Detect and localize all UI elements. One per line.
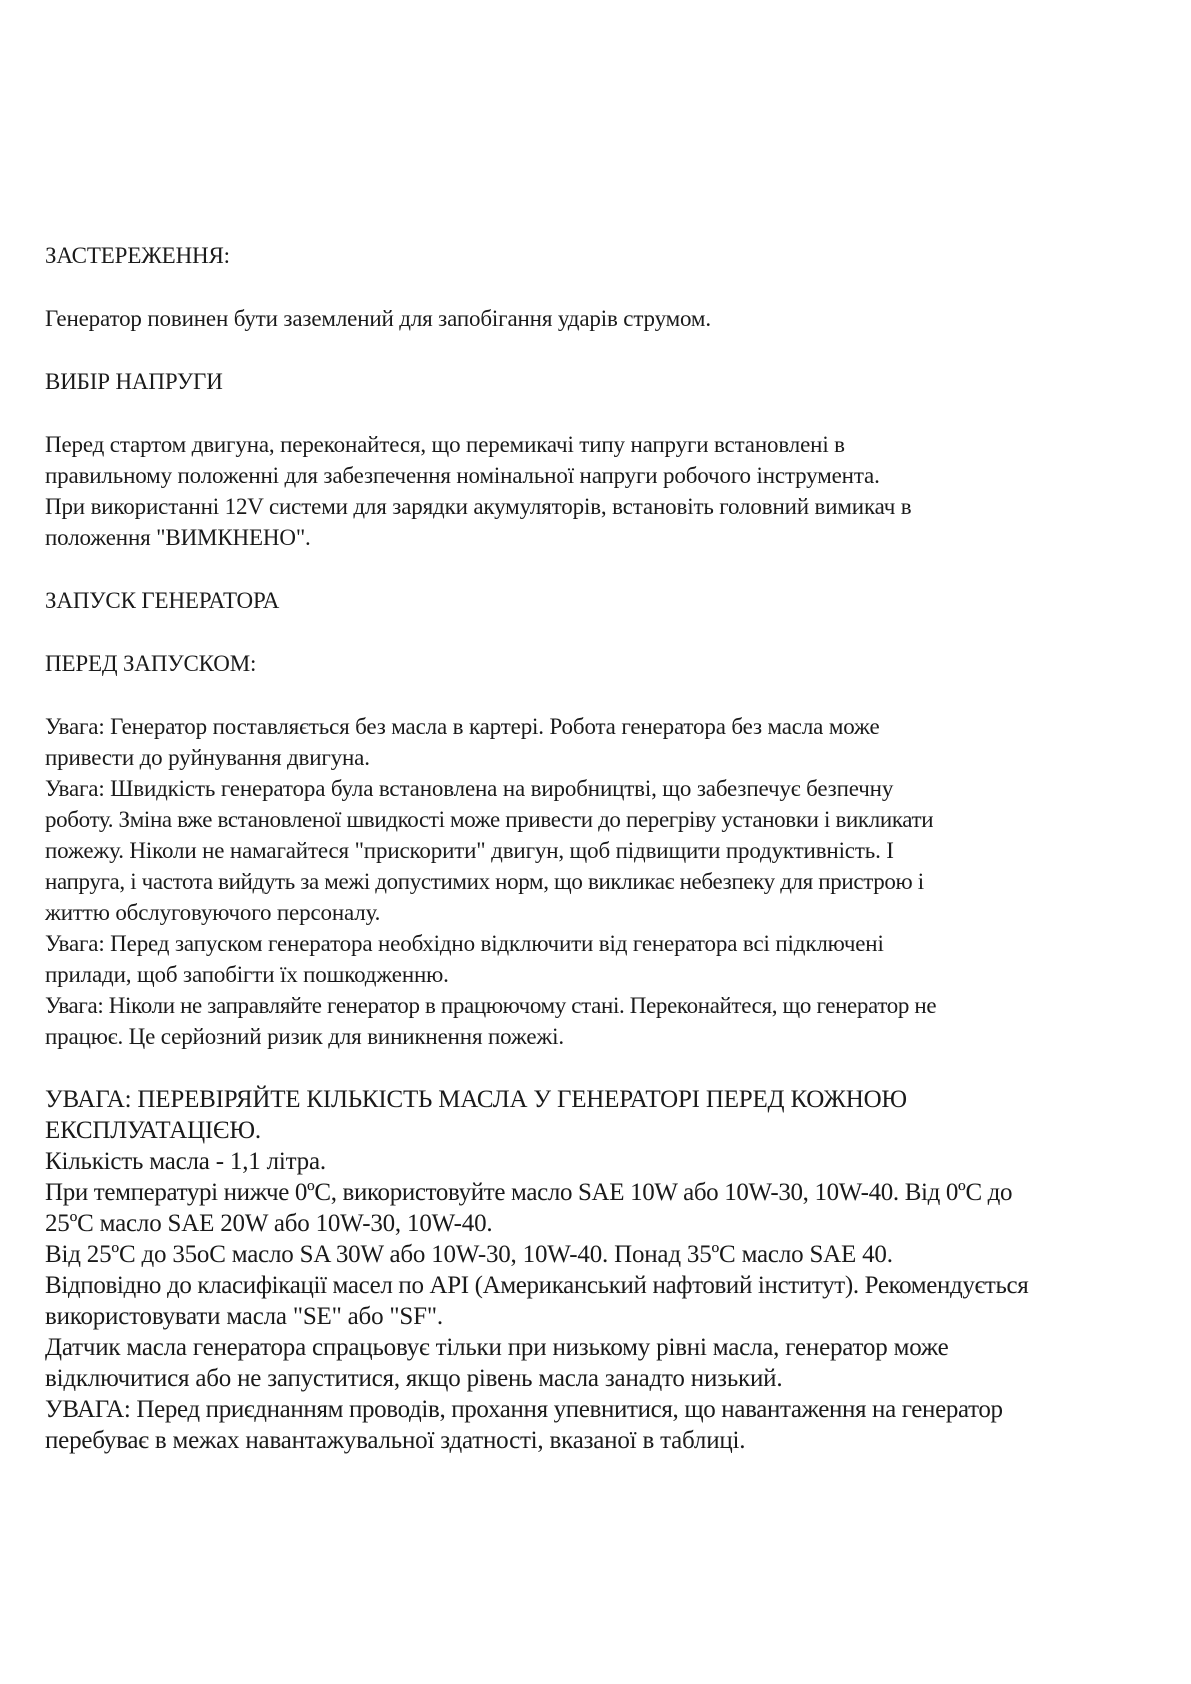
voltage-heading: ВИБІР НАПРУГИ — [45, 369, 223, 394]
text-line: пожежу. Ніколи не намагайтеся "прискорити" двигун, щоб підвищити продуктивність. І — [45, 838, 894, 863]
text-line: ЕКСПЛУАТАЦІЄЮ. — [45, 1117, 261, 1144]
start-heading: ЗАПУСК ГЕНЕРАТОРА — [45, 588, 280, 613]
text-line: напруга, і частота вийдуть за межі допустимих норм, що викликає небезпеку для пристрою і — [45, 869, 924, 894]
text-line: життю обслуговуючого персоналу. — [45, 900, 381, 925]
text-line: Кількість масла - 1,1 літра. — [45, 1148, 326, 1175]
text-line: використовувати масла "SE" або "SF". — [45, 1303, 443, 1330]
text-line: УВАГА: Перед приєднанням проводів, прохання упевнитися, що навантаження на генератор — [45, 1396, 1003, 1423]
text-line: Від 25ºС до 35oC масло SA 30W або 10W-30, 10W-40. Понад 35ºС масло SAE 40. — [45, 1241, 893, 1268]
text-line: Увага: Генератор поставляється без масла в картері. Робота генератора без масла може — [45, 714, 880, 739]
text-line: правильному положенні для забезпечення номінальної напруги робочого інструмента. — [45, 463, 880, 488]
text-line: відключитися або не запуститися, якщо рівень масла занадто низький. — [45, 1365, 783, 1392]
text-line: працює. Це серйозний ризик для виникнення пожежі. — [45, 1024, 564, 1049]
voltage-paragraph — [45, 429, 1155, 553]
text-line: роботу. Зміна вже встановленої швидкості може привести до перегріву установки і викликати — [45, 807, 934, 832]
text-line: Перед стартом двигуна, переконайтеся, що перемикачі типу напруги встановлені в — [45, 432, 845, 457]
document-page — [45, 240, 1155, 1456]
text-line: прилади, щоб запобігти їх пошкодженню. — [45, 962, 449, 987]
text-line: Увага: Швидкість генератора була встановлена на виробництві, що забезпечує безпечну — [45, 776, 894, 801]
warning-text: Генератор повинен бути заземлений для запобігання ударів струмом. — [45, 306, 711, 331]
text-line: 25ºС масло SAE 20W або 10W-30, 10W-40. — [45, 1210, 493, 1237]
oil-paragraph — [45, 1084, 1155, 1456]
text-line: Датчик масла генератора спрацьовує тільки при низькому рівні масла, генератор може — [45, 1334, 949, 1361]
text-line: Увага: Перед запуском генератора необхідно відключити від генератора всі підключені — [45, 931, 884, 956]
text-line: УВАГА: ПЕРЕВІРЯЙТЕ КІЛЬКІСТЬ МАСЛА У ГЕНЕРАТОРІ ПЕРЕД КОЖНОЮ — [45, 1086, 907, 1113]
text-line: привести до руйнування двигуна. — [45, 745, 370, 770]
text-line: перебуває в межах навантажувальної здатності, вказаної в таблиці. — [45, 1427, 746, 1454]
text-line: Відповідно до класифікації масел по API (Американський нафтовий інститут). Рекомендується — [45, 1272, 1029, 1299]
text-line: положення "ВИМКНЕНО". — [45, 525, 311, 550]
before-start-heading: ПЕРЕД ЗАПУСКОМ: — [45, 651, 257, 676]
text-line: Увага: Ніколи не заправляйте генератор в працюючому стані. Переконайтеся, що генератор не — [45, 993, 937, 1018]
text-line: При температурі нижче 0ºС, використовуйте масло SAE 10W або 10W-30, 10W-40. Від 0ºС до — [45, 1179, 1013, 1206]
attention-paragraph — [45, 711, 1155, 1052]
text-line: При використанні 12V системи для зарядки акумуляторів, встановіть головний вимикач в — [45, 494, 912, 519]
warning-heading: ЗАСТЕРЕЖЕННЯ: — [45, 243, 230, 268]
